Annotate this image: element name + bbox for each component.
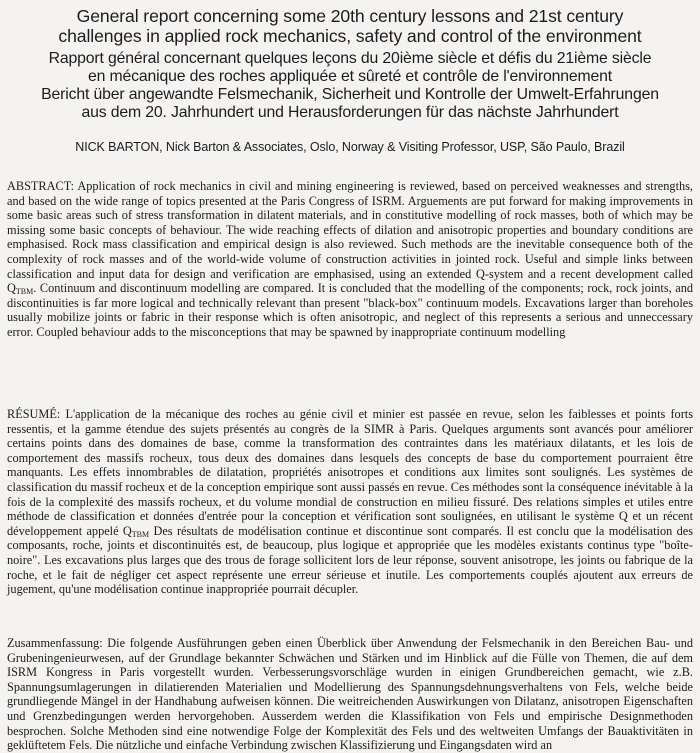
french-title-line-1: Rapport général concernant quelques leçons du 20ième siècle et défis du 21ième siècle	[48, 50, 652, 67]
english-title-line-2: challenges in applied rock mechanics, safety and control of the environment	[58, 26, 642, 46]
german-title	[0, 86, 700, 122]
french-title	[0, 50, 700, 86]
abstract-text-1: ABSTRACT: Application of rock mechanics in civil and mining engineering is reviewed, based on perceived weaknesses and strengths, and based on the wide range of topics presented at the Paris Congress of ISRM. Arguements are put forward for making improvements in some basic areas such of stress transformation in dilatent materials, and in constitutive modelling of rock masses, both of which may be missing some basic concepts of behaviour. The wide reaching effects of dilation and anisotropic properties and boundary conditions are emphasised. Rock mass classification and empirical design is also reviewed. Such methods are the inevitable consequence both of the complexity of rock masses and of the world-wide volume of construction activities in jointed rock. Useful and simple links between classification and input data for design and verification are emphasised, using an extended Q-system and a recent development called Q	[7, 179, 693, 296]
german-title-line-1: Bericht über angewandte Felsmechanik, Sicherheit und Kontrolle der Umwelt-Erfahrungen	[41, 86, 659, 103]
zusammenfassung-paragraph: Zusammenfassung: Die folgende Ausführungen geben einen Überblick über Anwendung der Felsmechanik in den Bereichen Bau- und Grubeningenieurwesen, auf der Grundlage bekannter Schwächen und Stärken und im Hinblick auf die Fülle von Themen, die auf dem ISRM Kongress in Paris vorgestellt wurden. Verbesserungsvorschläge wurden in einigen Grundbereichen gemacht, wie z.B. Spannungsumlagerungen in dilatierenden Materialien und Modellierung des Spannungsdehnungsverhaltens von Fels, welche beide grundliegende Mängel in der Handhabung aufweisen können. Die weitreichenden Auswirkungen von Dilatanz, anisotropen Eigenschaften und Grenzbedingungen werden hervorgehoben. Ausserdem werden die Klassifikation von Fels und empirische Designmethoden besprochen. Solche Methoden sind eine notwendige Folge der Komplexität des Fels und des weltweiten Umfangs der Bauaktivitäten in geklüftetem Fels. Die nützliche und einfache Verbindung zwischen Klassifizierung und Eingangsdaten wird an	[7, 636, 693, 753]
english-title-line-1: General report concerning some 20th century lessons and 21st century	[76, 6, 624, 26]
abstract-subscript: TBM	[15, 287, 34, 297]
french-title-line-2: en mécanique des roches appliquée et sûreté et contrôle de l'environnement	[87, 68, 613, 85]
english-title	[0, 6, 700, 46]
title-block	[0, 6, 700, 155]
resume-text-1: RÉSUMÉ: L'application de la mécanique des roches au génie civil et minier est passée en revue, selon les faiblesses et points forts ressentis, et la gamme étendue des sujets présentés au congrès de la SIMR à Paris. Quelques arguments sont avancés pour améliorer certains points dans des domaines de base, comme la transformation des contraintes dans les matériaux dilatants, et les lois de comportement des massifs rocheux, tous deux des domaines dans lesquels des concepts de base du comportement pourraient être manquants. Les effets innombrables de dilatation, propriétés anisotropes et conditions aux limites sont soulignés. Les systèmes de classification du massif rocheux et de la conception empirique sont aussi passés en revue. Ces méthodes sont la conséquence inévitable à la fois de la complexité des massifs rocheux, et du volume mondial de construction en milieu fissuré. Des relations simples et utiles entre méthode de classification et données d'entrée pour la conception et vérification sont soulignées, en utilisant le système Q et un récent développement appelé Q	[7, 407, 693, 538]
abstract-paragraph	[7, 179, 693, 340]
abstract-text-2: . Continuum and discontinuum modelling are compared. It is concluded that the modelling of the components; rock, rock joints, and discontinuities is far more logical and technically relevant than present "black-box" continuum models. Excavations larger than boreholes usually mobilize joints or fabric in their response which is often anisotropic, and neglect of this represents a serious and unneccessary error. Coupled behaviour adds to the misconceptions that may be spawned by inappropriate continuum modelling	[7, 281, 693, 339]
german-title-line-2: aus dem 20. Jahrhundert und Herausforderungen für das nächste Jahrhundert	[81, 104, 619, 121]
resume-text-2: Des résultats de modélisation continue et discontinue sont comparés. Il est conclu que la modélisation des composants, roche, joints et discontinuités est, de beaucoup, plus logique et appropriée que les modèles existants continus type "boîte-noire". Les excavations plus larges que des trous de forage sollicitent lors de leur réponse, souvent anisotrope, les joints ou fabrique de la roche, et le fait de négliger cet aspect représente une erreur sérieuse et inutile. Les comportements couplés ajoutent aux erreurs de jugement, qu'une modélisation continue inappropriée pourrait décupler.	[7, 523, 693, 597]
resume-subscript: TBM	[131, 529, 150, 539]
resume-paragraph	[7, 407, 693, 597]
author-line: NICK BARTON, Nick Barton & Associates, Oslo, Norway & Visiting Professor, USP, São Paulo, Brazil	[75, 140, 625, 154]
